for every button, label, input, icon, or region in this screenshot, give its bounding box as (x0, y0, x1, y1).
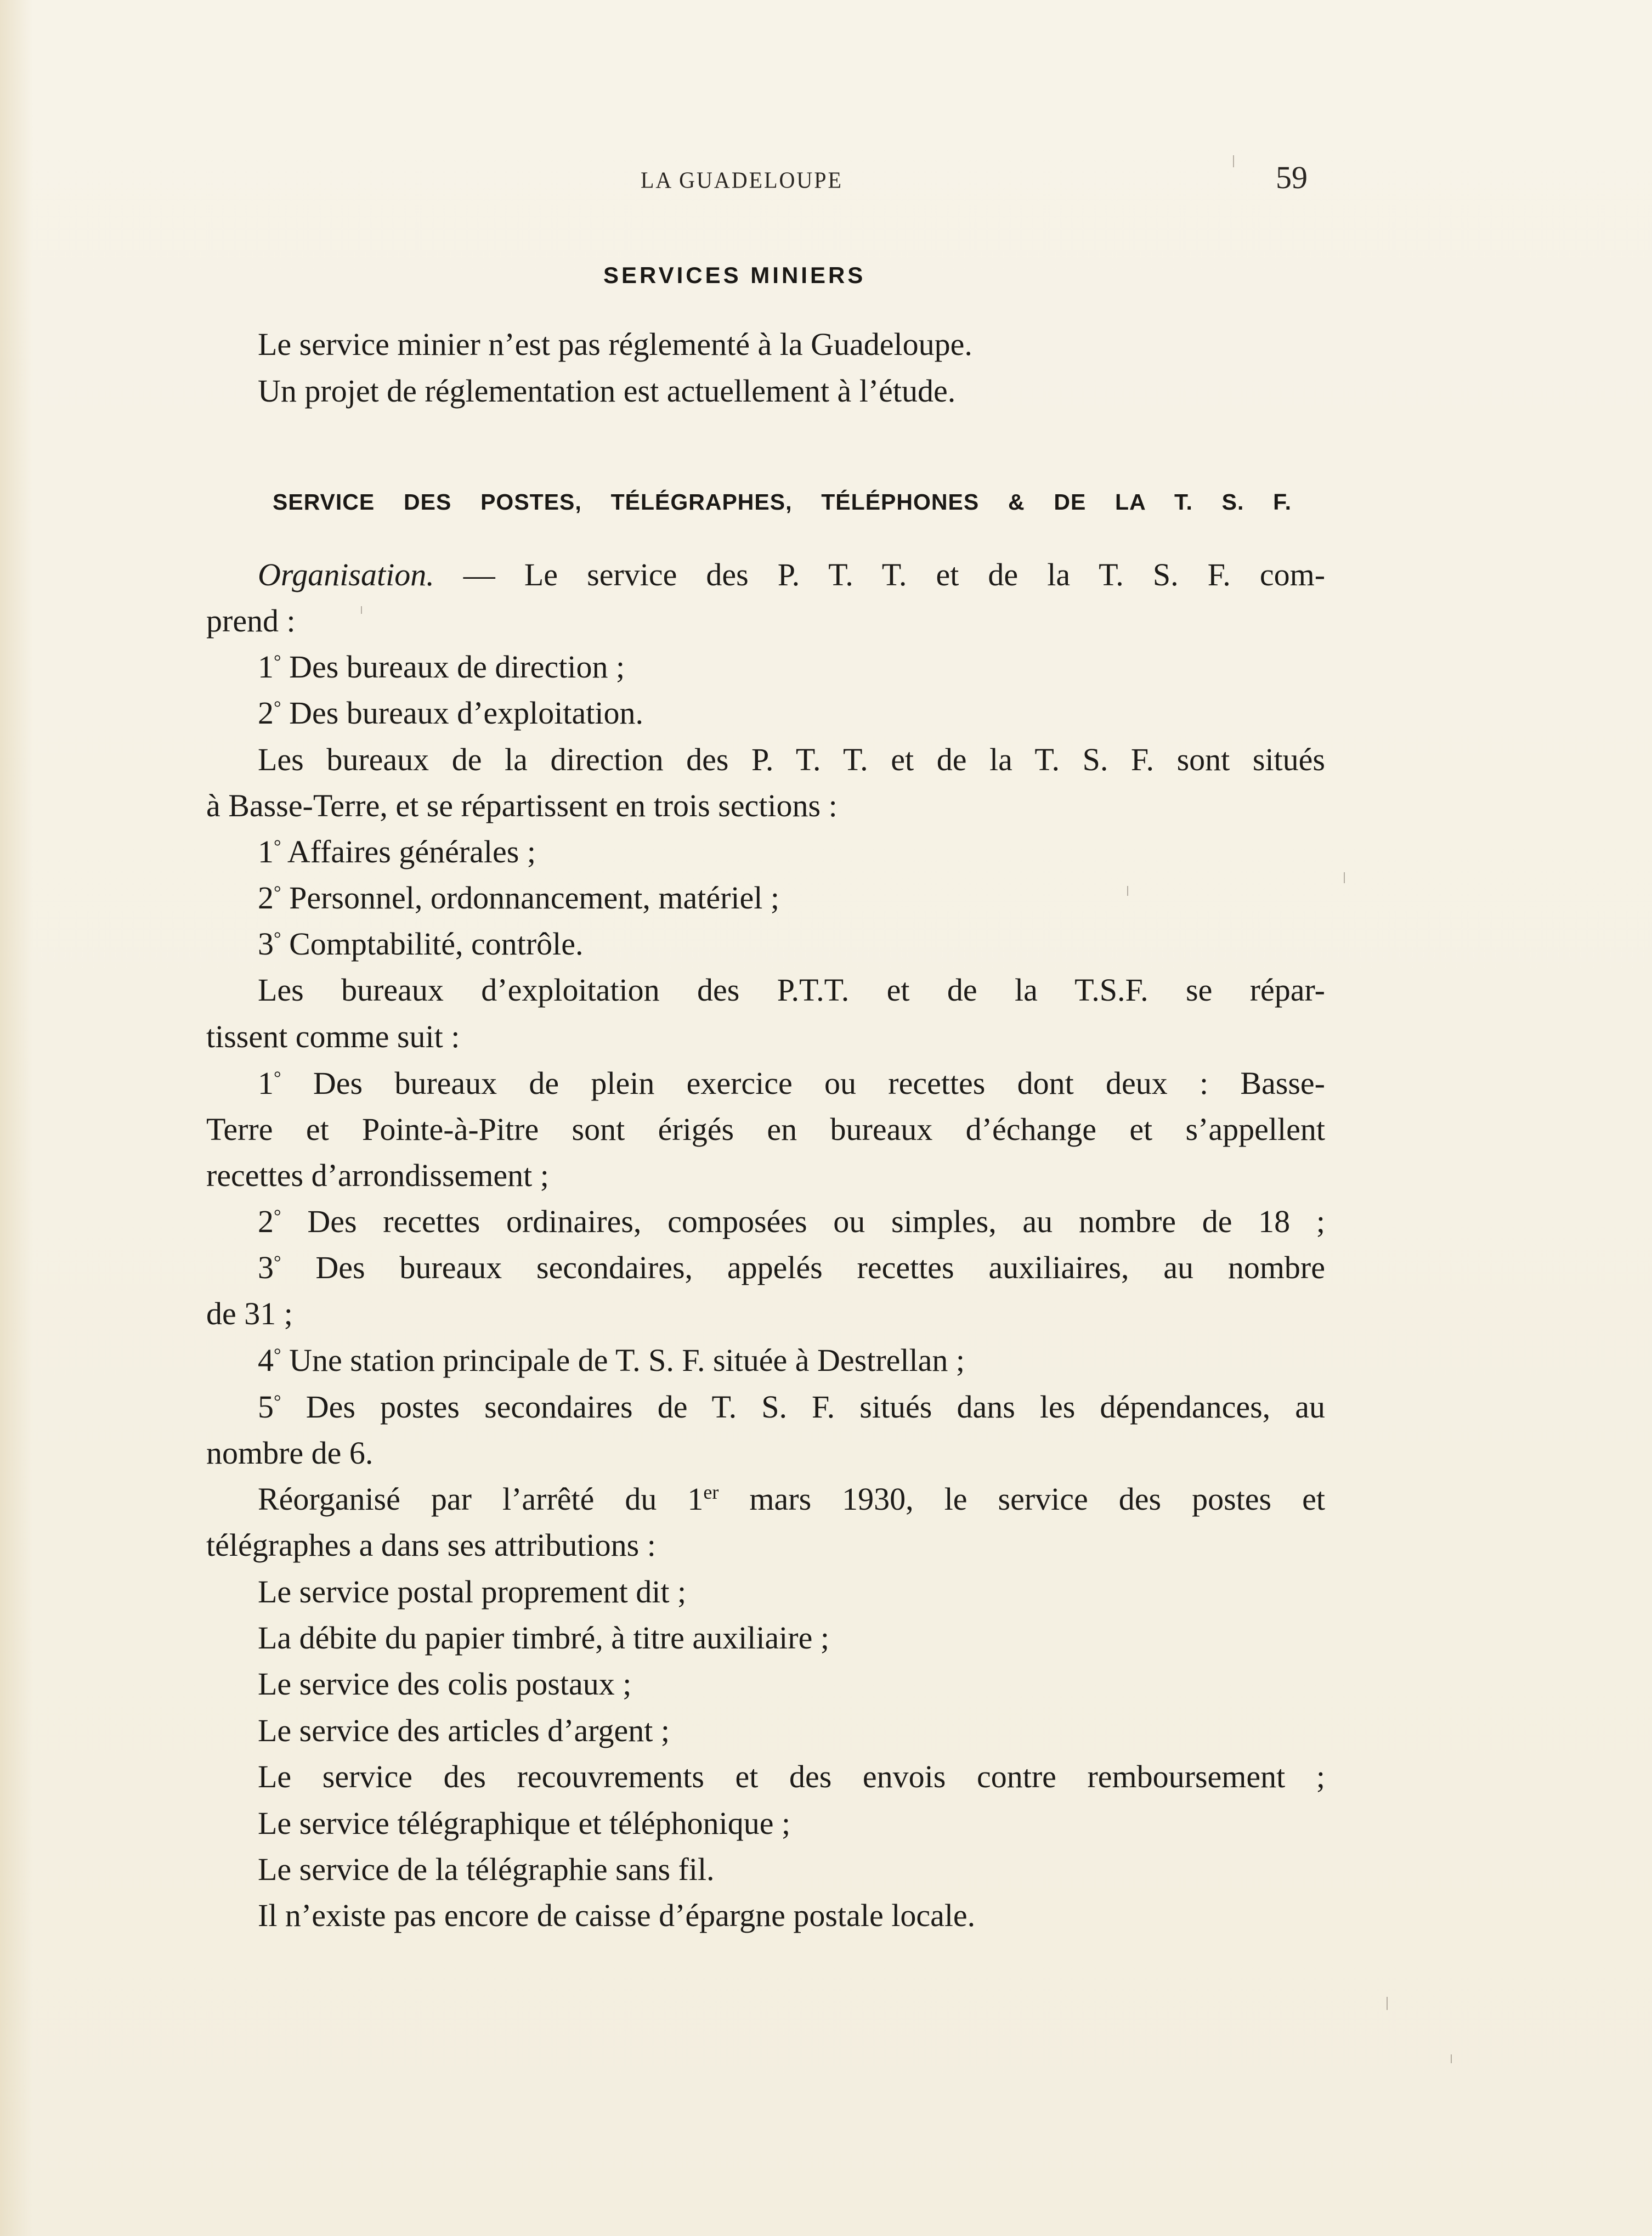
attribution-item: Le service télégraphique et téléphonique ; (258, 1805, 791, 1841)
list-item (258, 1388, 1325, 1426)
item-text: Des bureaux secondaires, appelés recettes auxiliaires, au nombre (315, 1250, 1325, 1285)
organisation-text: Le service des P. T. T. et de la T. S. F. com- (524, 557, 1326, 592)
list-item (258, 833, 536, 871)
paragraph-line: Le service minier n’est pas réglementé à la Guadeloupe. (258, 326, 972, 362)
ordinal-mark: ° (274, 698, 281, 718)
ordinal-mark: ° (274, 1252, 281, 1273)
item-number: 1 (258, 649, 274, 685)
paragraph-line: Les bureaux de la direction des P. T. T. et de la T. S. F. sont situés (258, 742, 1325, 777)
item-number: 5 (258, 1389, 274, 1425)
ordinal-mark: ° (274, 837, 281, 857)
list-item (258, 1064, 1325, 1103)
page-number: 59 (1276, 160, 1308, 195)
paragraph-line-reorganisation (258, 1480, 1325, 1518)
item-number: 1 (258, 1065, 274, 1101)
ordinal-mark: ° (274, 883, 281, 903)
item-text: Des bureaux d’exploitation. (289, 695, 643, 731)
list-item (258, 1341, 965, 1380)
paragraph-line: Un projet de réglementation est actuellement à l’étude. (258, 373, 956, 409)
organisation-label: Organisation. (258, 557, 434, 592)
list-item (258, 1202, 1325, 1241)
superscript-er: er (703, 1481, 719, 1503)
item-text: Des bureaux de direction ; (289, 649, 625, 685)
item-number: 3 (258, 926, 274, 962)
attribution-item: Le service des colis postaux ; (258, 1666, 632, 1702)
item-text: Comptabilité, contrôle. (289, 926, 584, 962)
text-fragment: mars 1930, le service des postes et (718, 1481, 1325, 1517)
section-title-postes-telegraphes: SERVICE DES POSTES, TÉLÉGRAPHES, TÉLÉPHONES & DE LA T. S. F. (273, 489, 1292, 515)
running-title: LA GUADELOUPE (641, 167, 843, 194)
item-text: Une station principale de T. S. F. située à Destrellan ; (289, 1342, 965, 1378)
list-item (258, 648, 625, 686)
ordinal-mark: ° (274, 929, 281, 949)
ordinal-mark: ° (274, 1345, 281, 1365)
paragraph-line: prend : (206, 603, 296, 639)
section-title-services-miniers: SERVICES MINIERS (603, 262, 866, 288)
paragraph-line-organisation (258, 556, 1325, 594)
paragraph-line: à Basse-Terre, et se répartissent en trois sections : (206, 788, 838, 823)
closing-sentence: Il n’existe pas encore de caisse d’épargne postale locale. (258, 1898, 976, 1933)
item-number: 2 (258, 695, 274, 731)
list-item (258, 879, 779, 917)
list-item (258, 925, 584, 963)
item-text: Des recettes ordinaires, composées ou simples, au nombre de 18 ; (307, 1204, 1325, 1239)
ordinal-mark: ° (274, 652, 281, 672)
attribution-item: Le service postal proprement dit ; (258, 1574, 687, 1610)
list-item (258, 694, 643, 732)
item-number: 3 (258, 1250, 274, 1285)
attribution-item: Le service des recouvrements et des envois contre remboursement ; (258, 1759, 1325, 1794)
attribution-item: La débite du papier timbré, à titre auxiliaire ; (258, 1620, 829, 1656)
em-dash: — (463, 557, 495, 592)
paragraph-line: télégraphes a dans ses attributions : (206, 1527, 656, 1563)
ordinal-mark: ° (274, 1068, 281, 1088)
text-fragment: Réorganisé par l’arrêté du 1 (258, 1481, 704, 1517)
list-item-continuation: Terre et Pointe-à-Pitre sont érigés en bureaux d’échange et s’appellent (206, 1111, 1325, 1147)
ordinal-mark: ° (274, 1206, 281, 1227)
item-number: 1 (258, 834, 274, 869)
item-text: Affaires générales ; (287, 834, 536, 869)
paragraph-line: tissent comme suit : (206, 1019, 460, 1054)
item-text: Des bureaux de plein exercice ou recettes dont deux : Basse- (313, 1065, 1325, 1101)
list-item-continuation: nombre de 6. (206, 1435, 374, 1471)
attribution-item: Le service de la télégraphie sans fil. (258, 1851, 715, 1887)
list-item (258, 1249, 1325, 1287)
item-number: 2 (258, 1204, 274, 1239)
item-number: 4 (258, 1342, 274, 1378)
paragraph-line: Les bureaux d’exploitation des P.T.T. et de la T.S.F. se répar- (258, 972, 1325, 1008)
ordinal-mark: ° (274, 1392, 281, 1412)
item-text: Personnel, ordonnancement, matériel ; (289, 880, 779, 916)
list-item-continuation: recettes d’arrondissement ; (206, 1157, 549, 1193)
attribution-item: Le service des articles d’argent ; (258, 1713, 670, 1748)
item-text: Des postes secondaires de T. S. F. situés dans les dépendances, au (305, 1389, 1325, 1425)
item-number: 2 (258, 880, 274, 916)
list-item-continuation: de 31 ; (206, 1296, 293, 1331)
